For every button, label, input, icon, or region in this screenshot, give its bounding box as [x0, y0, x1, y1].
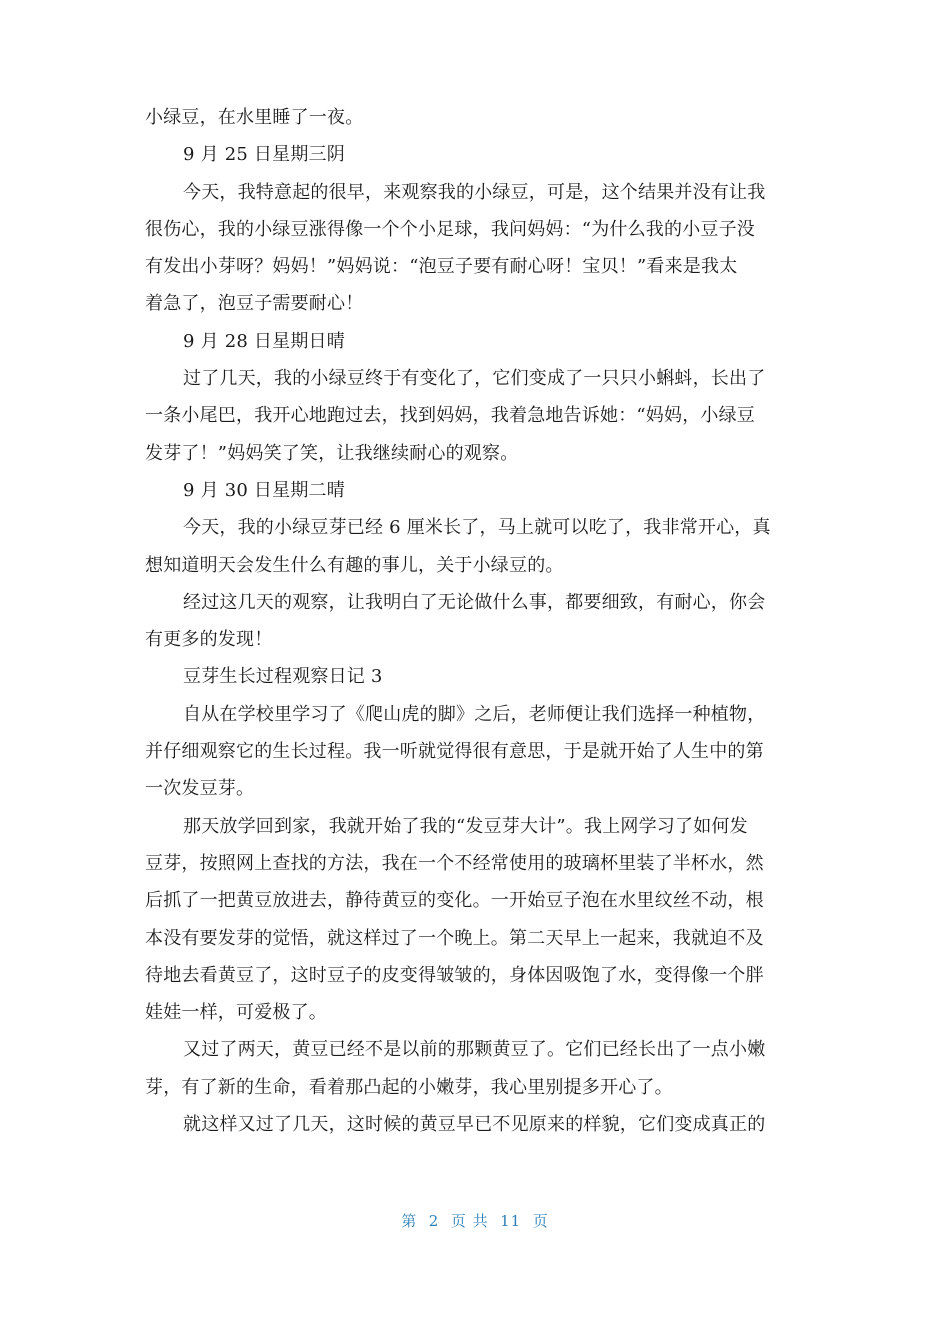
text-line: 发芽了！”妈妈笑了笑，让我继续耐心的观察。	[145, 442, 519, 464]
text-line: 有更多的发现！	[145, 629, 273, 651]
text-line: 并仔细观察它的生长过程。我一听就觉得很有意思，于是就开始了人生中的第	[145, 741, 764, 763]
text-line: 小绿豆，在水里睡了一夜。	[145, 107, 364, 128]
text-line: 豆芽，按照网上查找的方法，我在一个不经常使用的玻璃杯里装了半杯水，然	[145, 852, 764, 874]
text-line: 本没有要发芽的觉悟，就这样过了一个晚上。第二天早上一起来，我就迫不及	[145, 927, 764, 949]
text-line: 自从在学校里学习了《爬山虎的脚》之后，老师便让我们选择一种植物，	[183, 703, 766, 725]
text-line: 娃娃一样，可爱极了。	[145, 1002, 327, 1024]
text-line: 后抓了一把黄豆放进去，静待黄豆的变化。一开始豆子泡在水里纹丝不动，根	[145, 890, 764, 912]
diary-date-heading: 9 月 30 日星期二晴	[183, 479, 345, 501]
text-line: 今天，我特意起的很早，来观察我的小绿豆，可是，这个结果并没有让我	[183, 181, 766, 203]
text-line: 过了几天，我的小绿豆终于有变化了，它们变成了一只只小蝌蚪，长出了	[183, 368, 766, 390]
text-line: 又过了两天，黄豆已经不是以前的那颗黄豆了。它们已经长出了一点小嫩	[183, 1039, 766, 1061]
text-line: 芽，有了新的生命，看着那凸起的小嫩芽，我心里别提多开心了。	[145, 1076, 673, 1098]
text-line: 着急了，泡豆子需要耐心！	[145, 293, 364, 315]
text-line: 待地去看黄豆了，这时豆子的皮变得皱皱的，身体因吸饱了水，变得像一个胖	[145, 964, 764, 986]
document-body	[145, 99, 797, 1143]
text-line: 经过这几天的观察，让我明白了无论做什么事，都要细致，有耐心，你会	[183, 591, 766, 613]
text-line: 有发出小芽呀？妈妈！”妈妈说：“泡豆子要有耐心呀！宝贝！”看来是我太	[145, 256, 738, 278]
text-line: 就这样又过了几天，这时候的黄豆早已不见原来的样貌，它们变成真正的	[183, 1114, 766, 1136]
text-line: 一条小尾巴，我开心地跑过去，找到妈妈，我着急地告诉她：“妈妈，小绿豆	[145, 405, 755, 427]
diary-date-heading: 9 月 28 日星期日晴	[183, 330, 345, 352]
text-line: 今天，我的小绿豆芽已经 6 厘米长了，马上就可以吃了，我非常开心，真	[183, 517, 771, 539]
text-line: 很伤心，我的小绿豆涨得像一个个小足球，我问妈妈：“为什么我的小豆子没	[145, 218, 755, 240]
diary-date-heading: 9 月 25 日星期三阴	[183, 144, 345, 166]
text-line: 一次发豆芽。	[145, 778, 255, 800]
text-line: 想知道明天会发生什么有趣的事儿，关于小绿豆的。	[145, 554, 564, 576]
section-title: 豆芽生长过程观察日记 3	[183, 666, 383, 688]
text-line: 那天放学回到家，我就开始了我的“发豆芽大计”。我上网学习了如何发	[183, 815, 748, 837]
page-number-footer: 第 2 页 共 11 页	[401, 1212, 549, 1230]
